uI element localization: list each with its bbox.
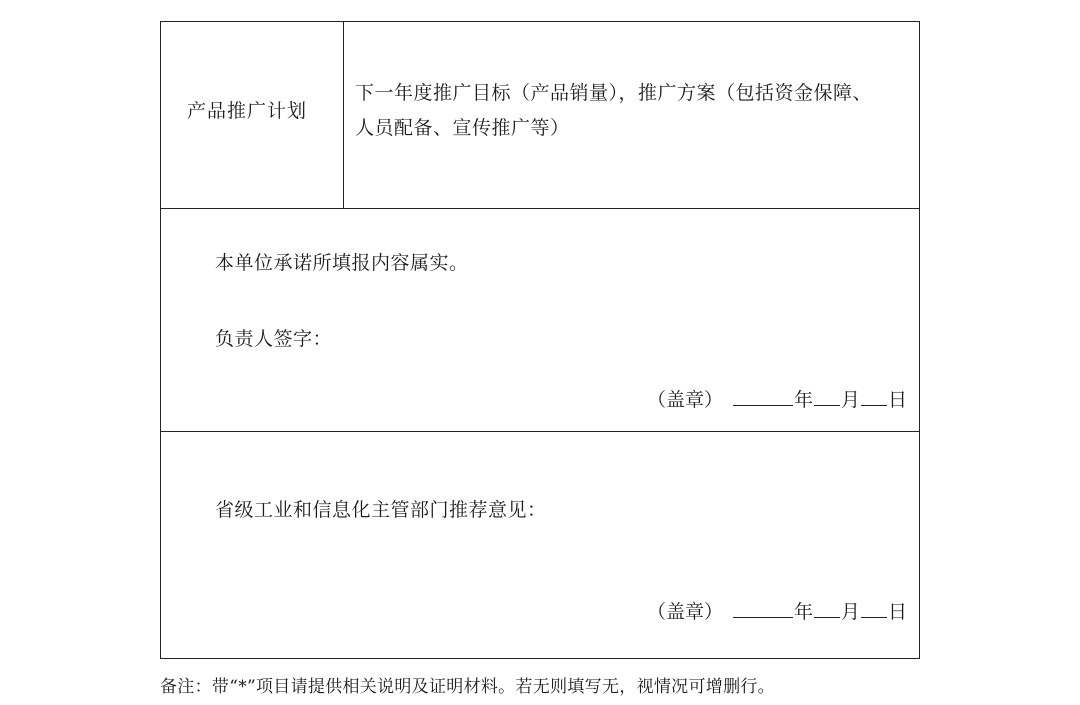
signature-label: 负责人签字： bbox=[215, 328, 333, 350]
opinion-statement: 省级工业和信息化主管部门推荐意见： bbox=[215, 499, 547, 521]
plan-label: 产品推广计划 bbox=[187, 100, 308, 122]
seal-label: （盖章） bbox=[646, 389, 723, 411]
year-label: 年 bbox=[793, 389, 813, 411]
year-blank[interactable] bbox=[733, 386, 793, 406]
plan-label-cell bbox=[161, 22, 344, 208]
footnote: 备注：带“*”项目请提供相关说明及证明材料。若无则填写无，视情况可增删行。 bbox=[160, 677, 775, 697]
day-blank[interactable] bbox=[861, 598, 887, 618]
year-label: 年 bbox=[793, 601, 813, 623]
plan-content[interactable] bbox=[355, 76, 917, 146]
plan-content-line-1: 下一年度推广目标（产品销量），推广方案（包括资金保障、 bbox=[355, 82, 873, 104]
month-blank[interactable] bbox=[814, 386, 840, 406]
recommendation-opinion-row bbox=[161, 432, 919, 658]
month-label: 月 bbox=[840, 601, 860, 623]
day-blank[interactable] bbox=[861, 386, 887, 406]
day-label: 日 bbox=[887, 389, 907, 411]
month-blank[interactable] bbox=[814, 598, 840, 618]
product-promotion-plan-row bbox=[161, 22, 919, 209]
month-label: 月 bbox=[840, 389, 860, 411]
commitment-row bbox=[161, 209, 919, 432]
commitment-statement: 本单位承诺所填报内容属实。 bbox=[215, 252, 469, 274]
form-table bbox=[160, 21, 920, 659]
year-blank[interactable] bbox=[733, 598, 793, 618]
commitment-seal-date bbox=[647, 385, 907, 412]
plan-content-line-2: 人员配备、宣传推广等） bbox=[355, 117, 570, 139]
opinion-seal-date bbox=[647, 597, 907, 624]
seal-label: （盖章） bbox=[646, 601, 723, 623]
day-label: 日 bbox=[887, 601, 907, 623]
